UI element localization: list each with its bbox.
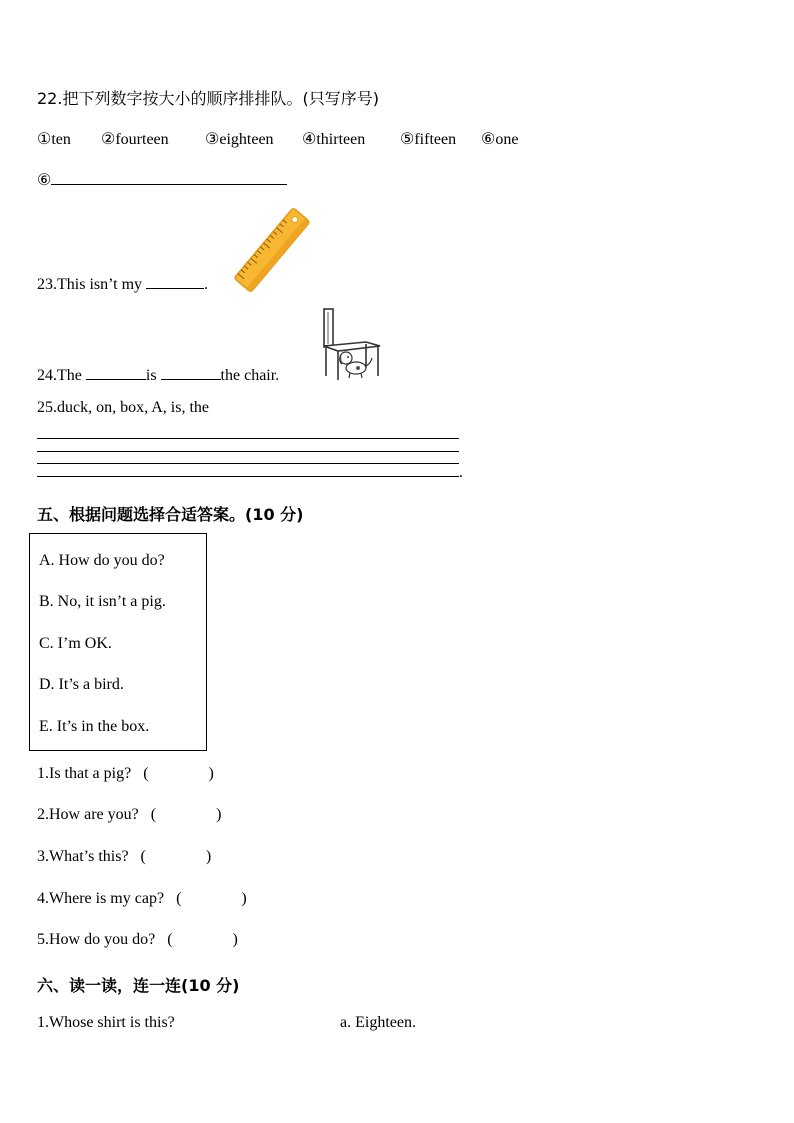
q22-option-4: ④thirteen <box>302 131 366 148</box>
answer-paren-close: ) <box>205 848 212 865</box>
q22-option-2: ②fourteen <box>101 131 169 148</box>
answer-paren-open: ( <box>176 890 182 907</box>
q25-writing-line-4[interactable] <box>37 476 459 477</box>
ruler-icon <box>232 206 312 294</box>
q24-text-c: the chair. <box>220 367 280 384</box>
q22-option-3: ③eighteen <box>205 131 274 148</box>
q24-text-a: 24.The <box>37 367 86 384</box>
section5-question-3 <box>37 848 211 866</box>
answer-paren-open: ( <box>143 765 149 782</box>
choice-a: A. How do you do? <box>39 552 165 569</box>
choice-e: E. It’s in the box. <box>39 718 150 735</box>
section5-question-4 <box>37 890 247 908</box>
q24-blank-2[interactable] <box>161 365 221 380</box>
q22-answer-line[interactable] <box>37 170 287 190</box>
q23-text-after: . <box>204 276 209 293</box>
section5-question-5 <box>37 931 238 949</box>
q23-blank[interactable] <box>146 274 204 289</box>
section5-title: 五、根据问题选择合适答案。(10 分) <box>37 505 304 524</box>
section5-choices-box <box>29 533 207 751</box>
choice-c: C. I’m OK. <box>39 635 112 652</box>
answer-paren-open: ( <box>167 931 173 948</box>
q25-end-mark: . <box>459 464 463 481</box>
q22-option-6: ⑥one <box>481 131 519 148</box>
answer-paren-open: ( <box>150 806 157 823</box>
q22-answer-prefix: ⑥ <box>37 172 52 189</box>
answer-paren-close: ) <box>232 931 238 948</box>
choice-d: D. It’s a bird. <box>39 676 124 693</box>
section6-left-item[interactable]: 1.Whose shirt is this? <box>37 1014 175 1031</box>
q24-blank-1[interactable] <box>86 365 146 380</box>
answer-paren-open: ( <box>140 848 146 865</box>
q23-text-before: 23.This isn’t my <box>37 276 147 293</box>
answer-paren-close: ) <box>241 890 247 907</box>
question-4-text: 4.Where is my cap? <box>37 890 165 907</box>
question-5-text: 5.How do you do? <box>37 931 156 948</box>
section6-title: 六、读一读，连一连(10 分) <box>37 976 240 995</box>
question-2-text: 2.How are you? <box>37 806 139 823</box>
q22-answer-blank[interactable] <box>51 170 287 185</box>
question-1-text: 1.Is that a pig? <box>37 765 132 782</box>
q22-option-5: ⑤fifteen <box>400 131 457 148</box>
q25-words: 25.duck, on, box, A, is, the <box>37 399 209 416</box>
section5-question-2 <box>37 806 221 824</box>
answer-paren-close: ) <box>216 806 222 823</box>
q22-instruction: 22.把下列数字按大小的顺序排排队。(只写序号) <box>37 89 379 108</box>
section6-right-item[interactable]: a. Eighteen. <box>340 1014 416 1031</box>
question-3-text: 3.What’s this? <box>37 848 129 865</box>
section5-question-1 <box>37 765 214 783</box>
q25-writing-line-1[interactable] <box>37 438 459 439</box>
chair-with-dog-icon <box>320 306 386 382</box>
q22-option-1: ①ten <box>37 131 71 148</box>
choice-b: B. No, it isn’t a pig. <box>39 593 166 610</box>
q23-sentence <box>37 274 208 294</box>
q24-sentence <box>37 365 279 385</box>
answer-paren-close: ) <box>208 765 214 782</box>
q25-writing-line-2[interactable] <box>37 451 459 452</box>
q25-writing-line-3[interactable] <box>37 463 459 464</box>
q24-text-b: is <box>145 367 161 384</box>
